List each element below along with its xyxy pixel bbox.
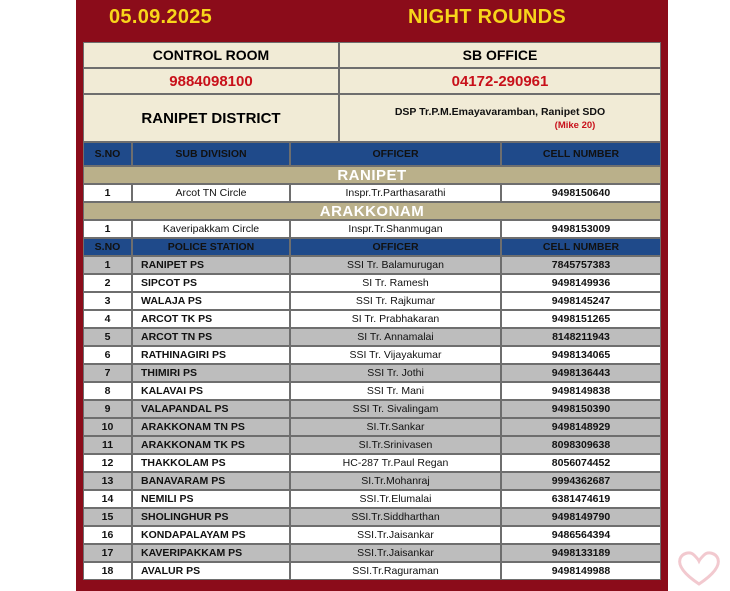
cell-number-cell[interactable]: 9486564394 — [501, 526, 661, 544]
subdivision-row — [83, 184, 661, 202]
header-sno: S.NO — [83, 142, 132, 166]
header-officer: OFFICER — [290, 238, 501, 256]
sb-office-number[interactable]: 04172-290961 — [339, 68, 661, 94]
sb-office-label: SB OFFICE — [339, 42, 661, 68]
sno-cell: 7 — [83, 364, 132, 382]
title-bar — [83, 0, 661, 42]
header-cell-number: CELL NUMBER — [501, 142, 661, 166]
station-row — [83, 274, 661, 292]
dsp-info — [339, 94, 661, 142]
police-station-cell: BANAVARAM PS — [132, 472, 290, 490]
station-row — [83, 490, 661, 508]
cell-number-cell[interactable]: 9498136443 — [501, 364, 661, 382]
dsp-name: DSP Tr.P.M.Emayavaramban, Ranipet SDO — [394, 105, 606, 118]
station-row — [83, 382, 661, 400]
officer-cell: Inspr.Tr.Parthasarathi — [290, 184, 501, 202]
officer-cell: SSI.Tr.Jaisankar — [290, 544, 501, 562]
station-row — [83, 508, 661, 526]
sno-cell: 5 — [83, 328, 132, 346]
police-station-cell: ARCOT TN PS — [132, 328, 290, 346]
subdivision-row — [83, 220, 661, 238]
sno-cell: 3 — [83, 292, 132, 310]
officer-cell: SSI.Tr.Raguraman — [290, 562, 501, 580]
station-row — [83, 418, 661, 436]
cell-number-cell[interactable]: 9498149838 — [501, 382, 661, 400]
sno-cell: 1 — [83, 184, 132, 202]
sno-cell: 1 — [83, 220, 132, 238]
station-row — [83, 436, 661, 454]
police-station-cell: WALAJA PS — [132, 292, 290, 310]
officer-cell: SSI Tr. Jothi — [290, 364, 501, 382]
cell-number-cell[interactable]: 7845757383 — [501, 256, 661, 274]
station-row — [83, 328, 661, 346]
police-station-cell: KALAVAI PS — [132, 382, 290, 400]
sno-cell: 11 — [83, 436, 132, 454]
officer-cell: SI Tr. Ramesh — [290, 274, 501, 292]
report-date: 05.09.2025 — [109, 6, 213, 28]
section-arakkonam: ARAKKONAM — [83, 202, 661, 220]
section-ranipet: RANIPET — [83, 166, 661, 184]
district-row — [83, 94, 661, 142]
officer-cell: SI.Tr.Srinivasen — [290, 436, 501, 454]
station-row — [83, 472, 661, 490]
police-station-cell: THAKKOLAM PS — [132, 454, 290, 472]
police-station-cell: ARAKKONAM TK PS — [132, 436, 290, 454]
header-cell-number: CELL NUMBER — [501, 238, 661, 256]
station-row — [83, 454, 661, 472]
district-name: RANIPET DISTRICT — [83, 94, 339, 142]
officer-cell: SSI.Tr.Siddharthan — [290, 508, 501, 526]
cell-number-cell[interactable]: 9498134065 — [501, 346, 661, 364]
sno-cell: 6 — [83, 346, 132, 364]
sno-cell: 14 — [83, 490, 132, 508]
officer-cell: SSI.Tr.Elumalai — [290, 490, 501, 508]
officer-cell: SSI Tr. Balamurugan — [290, 256, 501, 274]
sno-cell: 2 — [83, 274, 132, 292]
header-police-station: POLICE STATION — [132, 238, 290, 256]
police-station-cell: VALAPANDAL PS — [132, 400, 290, 418]
officer-cell: Inspr.Tr.Shanmugan — [290, 220, 501, 238]
cell-number-cell[interactable]: 9994362687 — [501, 472, 661, 490]
station-row — [83, 544, 661, 562]
header-sub-division: SUB DIVISION — [132, 142, 290, 166]
police-station-cell: SHOLINGHUR PS — [132, 508, 290, 526]
police-station-cell: ARAKKONAM TN PS — [132, 418, 290, 436]
officer-cell: SSI Tr. Mani — [290, 382, 501, 400]
police-station-cell: RATHINAGIRI PS — [132, 346, 290, 364]
sno-cell: 13 — [83, 472, 132, 490]
cell-number-cell[interactable]: 9498148929 — [501, 418, 661, 436]
cell-number-cell[interactable]: 6381474619 — [501, 490, 661, 508]
cell-number-cell[interactable]: 9498149988 — [501, 562, 661, 580]
cell-number-cell[interactable]: 9498150390 — [501, 400, 661, 418]
cell-number-cell[interactable]: 9498133189 — [501, 544, 661, 562]
night-rounds-sheet — [76, 0, 668, 591]
contact-label-row — [83, 42, 661, 68]
subdivision-header-row — [83, 142, 661, 166]
sub-division-cell: Kaveripakkam Circle — [132, 220, 290, 238]
control-room-number[interactable]: 9884098100 — [83, 68, 339, 94]
cell-number-cell[interactable]: 8098309638 — [501, 436, 661, 454]
station-row — [83, 256, 661, 274]
police-station-cell: THIMIRI PS — [132, 364, 290, 382]
sno-cell: 8 — [83, 382, 132, 400]
header-sno: S.NO — [83, 238, 132, 256]
heart-watermark-icon — [674, 548, 724, 588]
control-room-label: CONTROL ROOM — [83, 42, 339, 68]
sno-cell: 12 — [83, 454, 132, 472]
sheet-content — [83, 0, 661, 580]
cell-number-cell[interactable]: 8056074452 — [501, 454, 661, 472]
cell-number-cell[interactable]: 9498149936 — [501, 274, 661, 292]
cell-number-cell[interactable]: 9498145247 — [501, 292, 661, 310]
station-row — [83, 292, 661, 310]
sno-cell: 9 — [83, 400, 132, 418]
sno-cell: 16 — [83, 526, 132, 544]
station-row — [83, 400, 661, 418]
sno-cell: 10 — [83, 418, 132, 436]
officer-cell: HC-287 Tr.Paul Regan — [290, 454, 501, 472]
police-station-cell: KONDAPALAYAM PS — [132, 526, 290, 544]
report-title: NIGHT ROUNDS — [408, 6, 567, 28]
officer-cell: SI.Tr.Sankar — [290, 418, 501, 436]
sub-division-cell: Arcot TN Circle — [132, 184, 290, 202]
station-header-row — [83, 238, 661, 256]
station-row — [83, 346, 661, 364]
sno-cell: 18 — [83, 562, 132, 580]
cell-number-cell[interactable]: 9498153009 — [501, 220, 661, 238]
police-station-cell: AVALUR PS — [132, 562, 290, 580]
station-rows — [83, 256, 661, 580]
police-station-cell: RANIPET PS — [132, 256, 290, 274]
officer-cell: SI Tr. Prabhakaran — [290, 310, 501, 328]
police-station-cell: ARCOT TK PS — [132, 310, 290, 328]
station-row — [83, 310, 661, 328]
officer-cell: SSI Tr. Vijayakumar — [290, 346, 501, 364]
cell-number-cell[interactable]: 9498150640 — [501, 184, 661, 202]
sno-cell: 4 — [83, 310, 132, 328]
officer-cell: SSI Tr. Rajkumar — [290, 292, 501, 310]
officer-cell: SSI.Tr.Jaisankar — [290, 526, 501, 544]
cell-number-cell[interactable]: 8148211943 — [501, 328, 661, 346]
officer-cell: SSI Tr. Sivalingam — [290, 400, 501, 418]
police-station-cell: KAVERIPAKKAM PS — [132, 544, 290, 562]
sno-cell: 15 — [83, 508, 132, 526]
header-officer: OFFICER — [290, 142, 501, 166]
mike-callsign: (Mike 20) — [554, 119, 596, 131]
cell-number-cell[interactable]: 9498149790 — [501, 508, 661, 526]
station-row — [83, 364, 661, 382]
contact-number-row — [83, 68, 661, 94]
police-station-cell: NEMILI PS — [132, 490, 290, 508]
station-row — [83, 526, 661, 544]
police-station-cell: SIPCOT PS — [132, 274, 290, 292]
sno-cell: 17 — [83, 544, 132, 562]
sno-cell: 1 — [83, 256, 132, 274]
cell-number-cell[interactable]: 9498151265 — [501, 310, 661, 328]
station-row — [83, 562, 661, 580]
officer-cell: SI.Tr.Mohanraj — [290, 472, 501, 490]
officer-cell: SI Tr. Annamalai — [290, 328, 501, 346]
